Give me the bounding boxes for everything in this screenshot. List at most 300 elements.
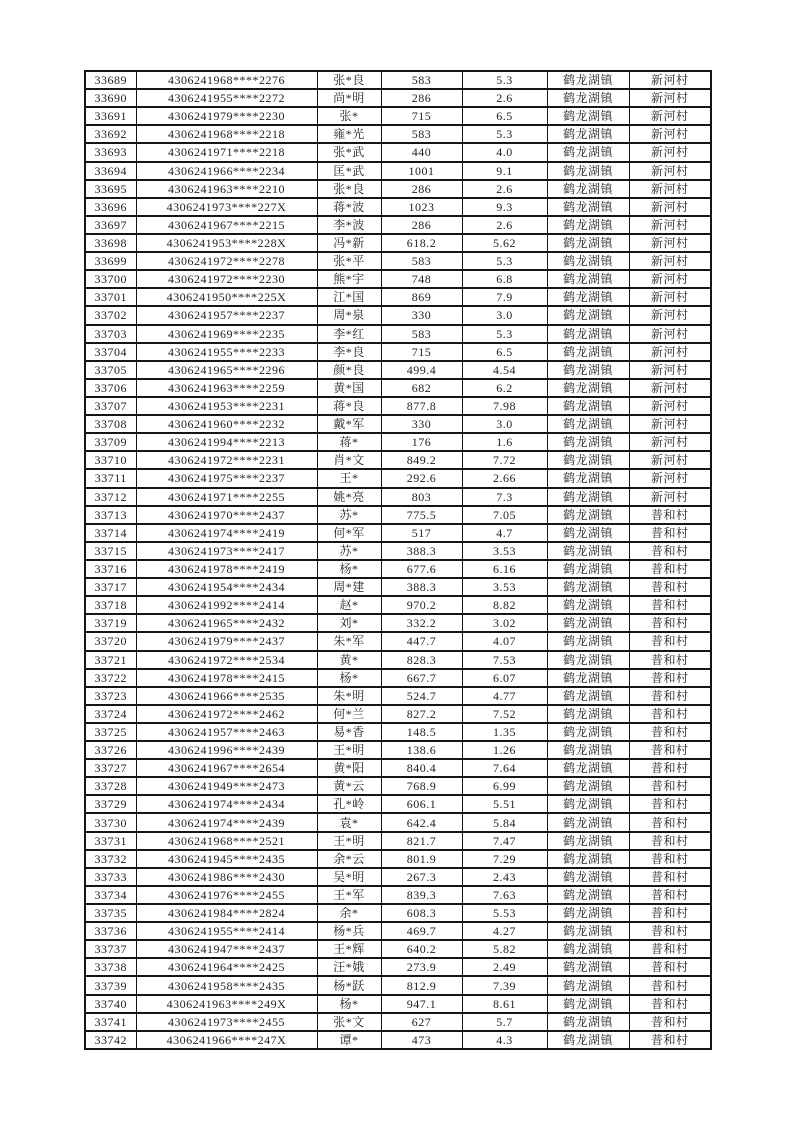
cell-index: 33728 — [85, 777, 136, 795]
cell-id-number: 4306241975****2237 — [136, 469, 317, 487]
cell-village: 普和村 — [629, 995, 711, 1013]
cell-id-number: 4306241976****2455 — [136, 886, 317, 904]
table-row — [85, 469, 711, 487]
cell-town: 鹤龙湖镇 — [547, 904, 629, 922]
cell-index: 33741 — [85, 1013, 136, 1031]
cell-id-number: 4306241972****2534 — [136, 651, 317, 669]
cell-town: 鹤龙湖镇 — [547, 940, 629, 958]
cell-index: 33705 — [85, 361, 136, 379]
cell-index: 33719 — [85, 614, 136, 632]
cell-town: 鹤龙湖镇 — [547, 198, 629, 216]
table-row — [85, 125, 711, 143]
cell-index: 33716 — [85, 560, 136, 578]
cell-id-number: 4306241966****2234 — [136, 162, 317, 180]
cell-village: 新河村 — [629, 397, 711, 415]
cell-town: 鹤龙湖镇 — [547, 180, 629, 198]
cell-id-number: 4306241967****2215 — [136, 216, 317, 234]
cell-value-2: 7.9 — [462, 288, 547, 306]
cell-value-1: 839.3 — [381, 886, 462, 904]
table-row — [85, 1013, 711, 1031]
cell-town: 鹤龙湖镇 — [547, 216, 629, 234]
cell-village: 新河村 — [629, 343, 711, 361]
table-row — [85, 107, 711, 125]
cell-value-1: 388.3 — [381, 578, 462, 596]
cell-person-name: 黄*阳 — [317, 759, 381, 777]
cell-id-number: 4306241973****2417 — [136, 542, 317, 560]
cell-value-1: 775.5 — [381, 506, 462, 524]
cell-person-name: 杨* — [317, 560, 381, 578]
cell-village: 新河村 — [629, 415, 711, 433]
cell-index: 33723 — [85, 687, 136, 705]
cell-person-name: 姚*亮 — [317, 488, 381, 506]
cell-village: 普和村 — [629, 687, 711, 705]
cell-village: 普和村 — [629, 669, 711, 687]
table-row — [85, 904, 711, 922]
cell-value-2: 1.26 — [462, 741, 547, 759]
cell-village: 普和村 — [629, 904, 711, 922]
cell-town: 鹤龙湖镇 — [547, 596, 629, 614]
cell-person-name: 肖*文 — [317, 451, 381, 469]
cell-index: 33738 — [85, 958, 136, 976]
cell-town: 鹤龙湖镇 — [547, 723, 629, 741]
cell-village: 新河村 — [629, 234, 711, 252]
cell-id-number: 4306241979****2437 — [136, 632, 317, 650]
cell-town: 鹤龙湖镇 — [547, 125, 629, 143]
cell-person-name: 李*波 — [317, 216, 381, 234]
table-row — [85, 343, 711, 361]
cell-value-2: 1.35 — [462, 723, 547, 741]
table-row — [85, 379, 711, 397]
cell-index: 33700 — [85, 270, 136, 288]
cell-town: 鹤龙湖镇 — [547, 705, 629, 723]
cell-id-number: 4306241957****2463 — [136, 723, 317, 741]
cell-index: 33706 — [85, 379, 136, 397]
cell-value-1: 286 — [381, 216, 462, 234]
cell-index: 33703 — [85, 325, 136, 343]
cell-id-number: 4306241955****2233 — [136, 343, 317, 361]
table-row — [85, 542, 711, 560]
cell-person-name: 张*武 — [317, 143, 381, 161]
cell-index: 33714 — [85, 524, 136, 542]
table-row — [85, 361, 711, 379]
cell-village: 普和村 — [629, 506, 711, 524]
cell-village: 普和村 — [629, 596, 711, 614]
cell-value-1: 440 — [381, 143, 462, 161]
cell-village: 新河村 — [629, 252, 711, 270]
cell-id-number: 4306241963****2259 — [136, 379, 317, 397]
cell-index: 33718 — [85, 596, 136, 614]
cell-value-2: 2.6 — [462, 89, 547, 107]
cell-town: 鹤龙湖镇 — [547, 288, 629, 306]
cell-index: 33693 — [85, 143, 136, 161]
cell-person-name: 黄*云 — [317, 777, 381, 795]
cell-village: 普和村 — [629, 651, 711, 669]
cell-value-2: 4.7 — [462, 524, 547, 542]
table-row — [85, 89, 711, 107]
cell-id-number: 4306241963****2210 — [136, 180, 317, 198]
table-row — [85, 288, 711, 306]
cell-village: 新河村 — [629, 143, 711, 161]
cell-town: 鹤龙湖镇 — [547, 651, 629, 669]
table-row — [85, 995, 711, 1013]
cell-person-name: 熊*宇 — [317, 270, 381, 288]
cell-value-2: 7.05 — [462, 506, 547, 524]
table-row — [85, 451, 711, 469]
cell-person-name: 周*建 — [317, 578, 381, 596]
table-row — [85, 976, 711, 994]
cell-town: 鹤龙湖镇 — [547, 922, 629, 940]
cell-value-2: 3.0 — [462, 415, 547, 433]
table-row — [85, 560, 711, 578]
cell-person-name: 苏* — [317, 542, 381, 560]
cell-person-name: 杨* — [317, 669, 381, 687]
cell-value-1: 828.3 — [381, 651, 462, 669]
cell-person-name: 江*国 — [317, 288, 381, 306]
cell-value-1: 330 — [381, 415, 462, 433]
table-row — [85, 850, 711, 868]
cell-id-number: 4306241974****2434 — [136, 795, 317, 813]
cell-person-name: 戴*军 — [317, 415, 381, 433]
table-row — [85, 71, 711, 89]
cell-index: 33727 — [85, 759, 136, 777]
cell-person-name: 谭* — [317, 1031, 381, 1049]
cell-index: 33689 — [85, 71, 136, 89]
cell-index: 33737 — [85, 940, 136, 958]
cell-town: 鹤龙湖镇 — [547, 506, 629, 524]
cell-village: 普和村 — [629, 741, 711, 759]
cell-id-number: 4306241973****2455 — [136, 1013, 317, 1031]
table-row — [85, 198, 711, 216]
cell-value-2: 2.6 — [462, 180, 547, 198]
table-row — [85, 958, 711, 976]
cell-id-number: 4306241963****249X — [136, 995, 317, 1013]
cell-village: 普和村 — [629, 524, 711, 542]
cell-town: 鹤龙湖镇 — [547, 777, 629, 795]
cell-village: 普和村 — [629, 759, 711, 777]
table-row — [85, 578, 711, 596]
cell-value-1: 821.7 — [381, 832, 462, 850]
cell-person-name: 颜*良 — [317, 361, 381, 379]
table-row — [85, 162, 711, 180]
cell-index: 33722 — [85, 669, 136, 687]
cell-town: 鹤龙湖镇 — [547, 451, 629, 469]
cell-village: 普和村 — [629, 976, 711, 994]
cell-value-1: 267.3 — [381, 868, 462, 886]
cell-person-name: 蒋*良 — [317, 397, 381, 415]
cell-value-1: 138.6 — [381, 741, 462, 759]
cell-id-number: 4306241992****2414 — [136, 596, 317, 614]
cell-value-1: 801.9 — [381, 850, 462, 868]
cell-town: 鹤龙湖镇 — [547, 397, 629, 415]
cell-value-1: 970.2 — [381, 596, 462, 614]
cell-value-2: 7.39 — [462, 976, 547, 994]
cell-value-2: 3.02 — [462, 614, 547, 632]
cell-village: 新河村 — [629, 379, 711, 397]
cell-village: 普和村 — [629, 813, 711, 831]
cell-town: 鹤龙湖镇 — [547, 252, 629, 270]
cell-town: 鹤龙湖镇 — [547, 107, 629, 125]
cell-town: 鹤龙湖镇 — [547, 759, 629, 777]
cell-id-number: 4306241950****225X — [136, 288, 317, 306]
cell-person-name: 雍*光 — [317, 125, 381, 143]
cell-village: 普和村 — [629, 777, 711, 795]
cell-index: 33731 — [85, 832, 136, 850]
cell-index: 33721 — [85, 651, 136, 669]
cell-value-1: 176 — [381, 433, 462, 451]
cell-value-2: 7.53 — [462, 651, 547, 669]
cell-index: 33702 — [85, 306, 136, 324]
table-row — [85, 922, 711, 940]
cell-value-2: 3.53 — [462, 542, 547, 560]
cell-person-name: 朱*明 — [317, 687, 381, 705]
cell-index: 33725 — [85, 723, 136, 741]
cell-id-number: 4306241974****2439 — [136, 813, 317, 831]
cell-index: 33696 — [85, 198, 136, 216]
cell-id-number: 4306241972****2231 — [136, 451, 317, 469]
cell-person-name: 何*军 — [317, 524, 381, 542]
cell-value-1: 642.4 — [381, 813, 462, 831]
cell-village: 普和村 — [629, 723, 711, 741]
cell-index: 33735 — [85, 904, 136, 922]
cell-village: 新河村 — [629, 216, 711, 234]
cell-person-name: 张*平 — [317, 252, 381, 270]
cell-person-name: 杨* — [317, 995, 381, 1013]
cell-value-2: 7.63 — [462, 886, 547, 904]
cell-index: 33726 — [85, 741, 136, 759]
cell-village: 新河村 — [629, 162, 711, 180]
cell-village: 普和村 — [629, 886, 711, 904]
table-row — [85, 488, 711, 506]
cell-index: 33733 — [85, 868, 136, 886]
cell-town: 鹤龙湖镇 — [547, 560, 629, 578]
records-table-body — [85, 71, 711, 1049]
cell-person-name: 张* — [317, 107, 381, 125]
cell-id-number: 4306241960****2232 — [136, 415, 317, 433]
cell-person-name: 尚*明 — [317, 89, 381, 107]
cell-id-number: 4306241965****2432 — [136, 614, 317, 632]
cell-index: 33692 — [85, 125, 136, 143]
cell-value-2: 2.6 — [462, 216, 547, 234]
cell-town: 鹤龙湖镇 — [547, 995, 629, 1013]
cell-town: 鹤龙湖镇 — [547, 886, 629, 904]
table-row — [85, 723, 711, 741]
cell-town: 鹤龙湖镇 — [547, 325, 629, 343]
cell-value-2: 5.3 — [462, 71, 547, 89]
cell-value-2: 5.3 — [462, 325, 547, 343]
cell-value-1: 618.2 — [381, 234, 462, 252]
cell-person-name: 张*良 — [317, 180, 381, 198]
cell-index: 33717 — [85, 578, 136, 596]
cell-town: 鹤龙湖镇 — [547, 415, 629, 433]
cell-value-1: 827.2 — [381, 705, 462, 723]
cell-index: 33734 — [85, 886, 136, 904]
cell-person-name: 周*泉 — [317, 306, 381, 324]
cell-village: 普和村 — [629, 958, 711, 976]
cell-town: 鹤龙湖镇 — [547, 361, 629, 379]
cell-town: 鹤龙湖镇 — [547, 976, 629, 994]
cell-value-2: 7.72 — [462, 451, 547, 469]
cell-id-number: 4306241955****2272 — [136, 89, 317, 107]
cell-person-name: 王*辉 — [317, 940, 381, 958]
cell-id-number: 4306241955****2414 — [136, 922, 317, 940]
cell-person-name: 匡*武 — [317, 162, 381, 180]
cell-value-2: 1.6 — [462, 433, 547, 451]
cell-person-name: 黄* — [317, 651, 381, 669]
cell-village: 普和村 — [629, 868, 711, 886]
cell-village: 普和村 — [629, 832, 711, 850]
cell-value-1: 148.5 — [381, 723, 462, 741]
table-row — [85, 669, 711, 687]
cell-value-2: 9.3 — [462, 198, 547, 216]
cell-index: 33708 — [85, 415, 136, 433]
cell-value-2: 3.0 — [462, 306, 547, 324]
cell-value-1: 627 — [381, 1013, 462, 1031]
cell-value-2: 7.29 — [462, 850, 547, 868]
table-row — [85, 524, 711, 542]
cell-village: 普和村 — [629, 795, 711, 813]
cell-index: 33739 — [85, 976, 136, 994]
cell-value-2: 9.1 — [462, 162, 547, 180]
cell-person-name: 赵* — [317, 596, 381, 614]
cell-town: 鹤龙湖镇 — [547, 306, 629, 324]
cell-index: 33732 — [85, 850, 136, 868]
cell-value-2: 2.49 — [462, 958, 547, 976]
table-row — [85, 325, 711, 343]
cell-value-2: 6.5 — [462, 107, 547, 125]
cell-village: 普和村 — [629, 1031, 711, 1049]
cell-id-number: 4306241958****2435 — [136, 976, 317, 994]
cell-index: 33712 — [85, 488, 136, 506]
cell-person-name: 孔*岭 — [317, 795, 381, 813]
cell-village: 新河村 — [629, 433, 711, 451]
cell-value-2: 6.99 — [462, 777, 547, 795]
cell-village: 普和村 — [629, 850, 711, 868]
cell-value-1: 1001 — [381, 162, 462, 180]
cell-town: 鹤龙湖镇 — [547, 379, 629, 397]
cell-village: 普和村 — [629, 705, 711, 723]
cell-town: 鹤龙湖镇 — [547, 488, 629, 506]
cell-person-name: 王*军 — [317, 886, 381, 904]
cell-person-name: 王* — [317, 469, 381, 487]
cell-index: 33695 — [85, 180, 136, 198]
cell-value-2: 7.52 — [462, 705, 547, 723]
table-row — [85, 759, 711, 777]
cell-town: 鹤龙湖镇 — [547, 89, 629, 107]
cell-town: 鹤龙湖镇 — [547, 958, 629, 976]
cell-id-number: 4306241945****2435 — [136, 850, 317, 868]
cell-id-number: 4306241971****2218 — [136, 143, 317, 161]
cell-value-2: 7.64 — [462, 759, 547, 777]
table-row — [85, 234, 711, 252]
cell-town: 鹤龙湖镇 — [547, 868, 629, 886]
cell-village: 新河村 — [629, 488, 711, 506]
cell-person-name: 杨*兵 — [317, 922, 381, 940]
cell-person-name: 刘* — [317, 614, 381, 632]
table-row — [85, 596, 711, 614]
cell-village: 新河村 — [629, 198, 711, 216]
cell-id-number: 4306241974****2419 — [136, 524, 317, 542]
table-row — [85, 940, 711, 958]
cell-village: 新河村 — [629, 71, 711, 89]
cell-value-2: 6.8 — [462, 270, 547, 288]
cell-value-1: 583 — [381, 325, 462, 343]
cell-person-name: 黄*国 — [317, 379, 381, 397]
cell-id-number: 4306241954****2434 — [136, 578, 317, 596]
cell-index: 33724 — [85, 705, 136, 723]
cell-index: 33704 — [85, 343, 136, 361]
cell-id-number: 4306241973****227X — [136, 198, 317, 216]
cell-value-1: 748 — [381, 270, 462, 288]
cell-id-number: 4306241978****2415 — [136, 669, 317, 687]
cell-value-1: 332.2 — [381, 614, 462, 632]
cell-value-1: 447.7 — [381, 632, 462, 650]
table-row — [85, 415, 711, 433]
cell-person-name: 蒋*波 — [317, 198, 381, 216]
cell-person-name: 冯*新 — [317, 234, 381, 252]
cell-value-1: 388.3 — [381, 542, 462, 560]
table-row — [85, 651, 711, 669]
cell-value-2: 4.3 — [462, 1031, 547, 1049]
cell-value-2: 5.3 — [462, 252, 547, 270]
cell-village: 普和村 — [629, 560, 711, 578]
cell-village: 新河村 — [629, 270, 711, 288]
cell-value-1: 768.9 — [381, 777, 462, 795]
cell-value-2: 4.07 — [462, 632, 547, 650]
cell-id-number: 4306241979****2230 — [136, 107, 317, 125]
cell-id-number: 4306241947****2437 — [136, 940, 317, 958]
cell-value-1: 869 — [381, 288, 462, 306]
cell-value-2: 8.82 — [462, 596, 547, 614]
cell-person-name: 蒋* — [317, 433, 381, 451]
table-row — [85, 632, 711, 650]
table-row — [85, 506, 711, 524]
cell-village: 新河村 — [629, 288, 711, 306]
cell-town: 鹤龙湖镇 — [547, 832, 629, 850]
cell-value-1: 286 — [381, 89, 462, 107]
cell-village: 普和村 — [629, 922, 711, 940]
cell-index: 33694 — [85, 162, 136, 180]
cell-index: 33736 — [85, 922, 136, 940]
cell-value-1: 947.1 — [381, 995, 462, 1013]
cell-value-1: 583 — [381, 125, 462, 143]
cell-id-number: 4306241968****2276 — [136, 71, 317, 89]
cell-value-1: 606.1 — [381, 795, 462, 813]
table-row — [85, 687, 711, 705]
cell-person-name: 苏* — [317, 506, 381, 524]
cell-village: 普和村 — [629, 940, 711, 958]
cell-index: 33710 — [85, 451, 136, 469]
cell-id-number: 4306241966****247X — [136, 1031, 317, 1049]
table-row — [85, 705, 711, 723]
cell-person-name: 王*明 — [317, 832, 381, 850]
cell-value-2: 6.07 — [462, 669, 547, 687]
cell-value-1: 840.4 — [381, 759, 462, 777]
table-row — [85, 252, 711, 270]
cell-id-number: 4306241953****2231 — [136, 397, 317, 415]
cell-value-2: 4.77 — [462, 687, 547, 705]
cell-id-number: 4306241969****2235 — [136, 325, 317, 343]
cell-id-number: 4306241967****2654 — [136, 759, 317, 777]
cell-value-2: 5.51 — [462, 795, 547, 813]
cell-id-number: 4306241966****2535 — [136, 687, 317, 705]
cell-value-1: 667.7 — [381, 669, 462, 687]
cell-value-2: 5.82 — [462, 940, 547, 958]
cell-town: 鹤龙湖镇 — [547, 162, 629, 180]
cell-village: 新河村 — [629, 306, 711, 324]
table-row — [85, 1031, 711, 1049]
cell-id-number: 4306241972****2230 — [136, 270, 317, 288]
cell-value-2: 7.98 — [462, 397, 547, 415]
